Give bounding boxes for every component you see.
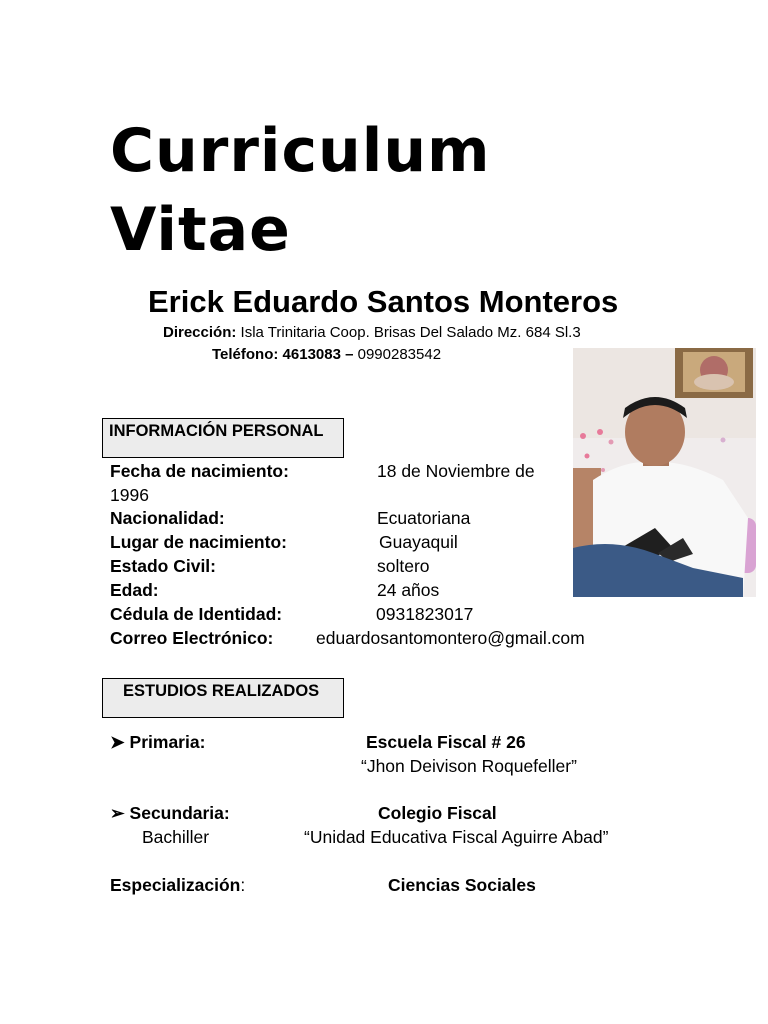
studies-heading bbox=[102, 678, 344, 718]
birthplace-value: Guayaquil bbox=[379, 532, 458, 552]
specialization-value: Ciencias Sociales bbox=[388, 875, 536, 895]
document-title bbox=[110, 112, 491, 270]
primary-school-name: “Jhon Deivison Roquefeller” bbox=[361, 756, 577, 776]
person-name: Erick Eduardo Santos Monteros bbox=[148, 284, 619, 319]
specialization-row bbox=[110, 875, 245, 896]
age-value: 24 años bbox=[377, 580, 440, 600]
id-card-value: 0931823017 bbox=[376, 604, 474, 624]
address-line bbox=[163, 324, 581, 341]
id-card-label: Cédula de Identidad: bbox=[110, 604, 283, 624]
address-value: Isla Trinitaria Coop. Brisas Del Salado Mz. 684 Sl.3 bbox=[240, 324, 581, 341]
arrow-bullet-icon: ➢ bbox=[110, 803, 125, 823]
secondary-label: Secundaria: bbox=[129, 803, 230, 823]
studies-heading-text: ESTUDIOS REALIZADOS bbox=[123, 682, 320, 700]
arrow-bullet-icon: ➤ bbox=[110, 732, 125, 752]
secondary-school: Colegio Fiscal bbox=[378, 803, 497, 823]
civil-status-label: Estado Civil: bbox=[110, 556, 216, 576]
nationality-value: Ecuatoriana bbox=[377, 508, 471, 528]
specialization-colon: : bbox=[240, 875, 246, 895]
primary-school: Escuela Fiscal # 26 bbox=[366, 732, 526, 752]
birthplace-label: Lugar de nacimiento: bbox=[110, 532, 287, 552]
profile-photo bbox=[573, 348, 756, 597]
phone-label: Teléfono: 4613083 – bbox=[212, 346, 354, 363]
civil-status-value: soltero bbox=[377, 556, 430, 576]
phone-line bbox=[212, 346, 441, 363]
age-label: Edad: bbox=[110, 580, 159, 600]
primary-label: Primaria: bbox=[129, 732, 206, 752]
birth-date-year: 1996 bbox=[110, 485, 149, 505]
secondary-row bbox=[110, 803, 230, 824]
secondary-degree: Bachiller bbox=[142, 827, 210, 847]
email-value: eduardosantomontero@gmail.com bbox=[316, 628, 585, 648]
address-label: Dirección: bbox=[163, 324, 237, 341]
birth-date-value: 18 de Noviembre de bbox=[377, 461, 535, 481]
primary-row bbox=[110, 732, 205, 753]
title-line-2: Vitae bbox=[110, 195, 291, 265]
personal-info-heading bbox=[102, 418, 344, 458]
personal-info-heading-text: INFORMACIÓN PERSONAL bbox=[109, 422, 324, 440]
birth-date-label: Fecha de nacimiento: bbox=[110, 461, 289, 481]
specialization-label: Especialización bbox=[110, 875, 241, 895]
title-line-1: Curriculum bbox=[110, 116, 491, 186]
nationality-label: Nacionalidad: bbox=[110, 508, 225, 528]
email-label: Correo Electrónico: bbox=[110, 628, 274, 648]
phone-value: 0990283542 bbox=[357, 346, 442, 363]
secondary-school-name: “Unidad Educativa Fiscal Aguirre Abad” bbox=[304, 827, 609, 847]
